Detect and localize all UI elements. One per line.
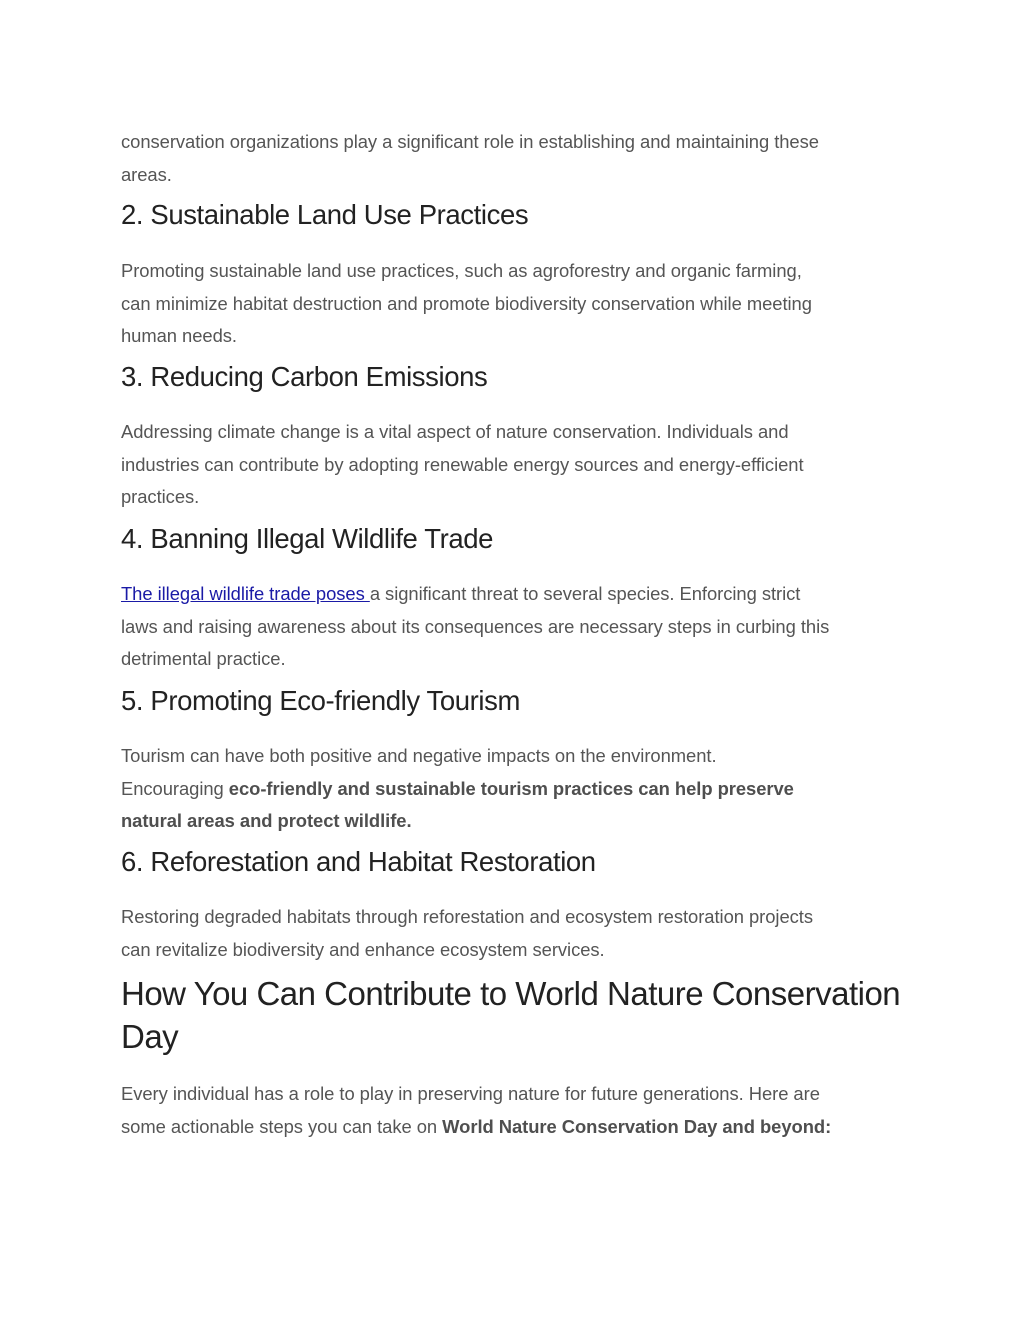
section-paragraph-sustainable-land-use xyxy=(121,255,911,353)
section-heading-reducing-carbon: 3. Reducing Carbon Emissions xyxy=(121,361,488,392)
section-heading-sustainable-land-use: 2. Sustainable Land Use Practices xyxy=(121,199,529,230)
section-paragraph-how-to-contribute xyxy=(121,1078,911,1143)
intro-paragraph xyxy=(121,126,911,191)
paragraph-line: Every individual has a role to play in preserving nature for future generations. Here are xyxy=(121,1083,820,1104)
paragraph-line: human needs. xyxy=(121,325,237,346)
paragraph-line: detrimental practice. xyxy=(121,648,286,669)
paragraph-text: a significant threat to several species. Enforcing strict xyxy=(369,583,801,604)
section-heading-eco-tourism: 5. Promoting Eco-friendly Tourism xyxy=(121,685,520,716)
section-paragraph-eco-tourism xyxy=(121,740,911,838)
paragraph-line: areas. xyxy=(121,163,172,185)
bold-text: natural areas and protect wildlife. xyxy=(121,810,412,831)
paragraph-line: Promoting sustainable land use practices, such as agroforestry and organic farming, xyxy=(121,260,802,281)
paragraph-line xyxy=(121,1111,911,1144)
section-paragraph-illegal-wildlife-trade xyxy=(121,578,911,676)
paragraph-line xyxy=(121,578,911,611)
paragraph-line xyxy=(121,773,911,806)
paragraph-line: practices. xyxy=(121,486,200,507)
heading-line: How You Can Contribute to World Nature Conservation xyxy=(121,975,901,1012)
paragraph-line: Addressing climate change is a vital aspect of nature conservation. Individuals and xyxy=(121,421,789,442)
paragraph-line: Restoring degraded habitats through reforestation and ecosystem restoration projects xyxy=(121,906,813,927)
paragraph-line xyxy=(121,805,911,838)
bold-text: World Nature Conservation Day and beyond: xyxy=(442,1115,832,1137)
illegal-wildlife-trade-link[interactable]: The illegal wildlife trade poses xyxy=(121,583,370,604)
section-heading-illegal-wildlife-trade: 4. Banning Illegal Wildlife Trade xyxy=(121,523,494,554)
paragraph-line: Tourism can have both positive and negative impacts on the environment. xyxy=(121,745,717,766)
paragraph-line: industries can contribute by adopting renewable energy sources and energy-efficient xyxy=(121,453,804,475)
paragraph-line: can revitalize biodiversity and enhance ecosystem services. xyxy=(121,938,605,960)
paragraph-line: laws and raising awareness about its consequences are necessary steps in curbing this xyxy=(121,615,830,637)
paragraph-text: some actionable steps you can take on xyxy=(121,1115,443,1137)
paragraph-text: Encouraging xyxy=(121,777,229,799)
section-heading-how-to-contribute xyxy=(121,972,911,1058)
section-paragraph-reforestation xyxy=(121,901,911,966)
paragraph-line: can minimize habitat destruction and promote biodiversity conservation while meeting xyxy=(121,292,812,314)
section-paragraph-reducing-carbon xyxy=(121,416,911,514)
heading-line: Day xyxy=(121,1018,179,1055)
section-heading-reforestation: 6. Reforestation and Habitat Restoration xyxy=(121,846,596,877)
paragraph-line: conservation organizations play a significant role in establishing and maintaining these xyxy=(121,131,819,152)
bold-text: eco-friendly and sustainable tourism practices can help preserve xyxy=(228,777,794,799)
